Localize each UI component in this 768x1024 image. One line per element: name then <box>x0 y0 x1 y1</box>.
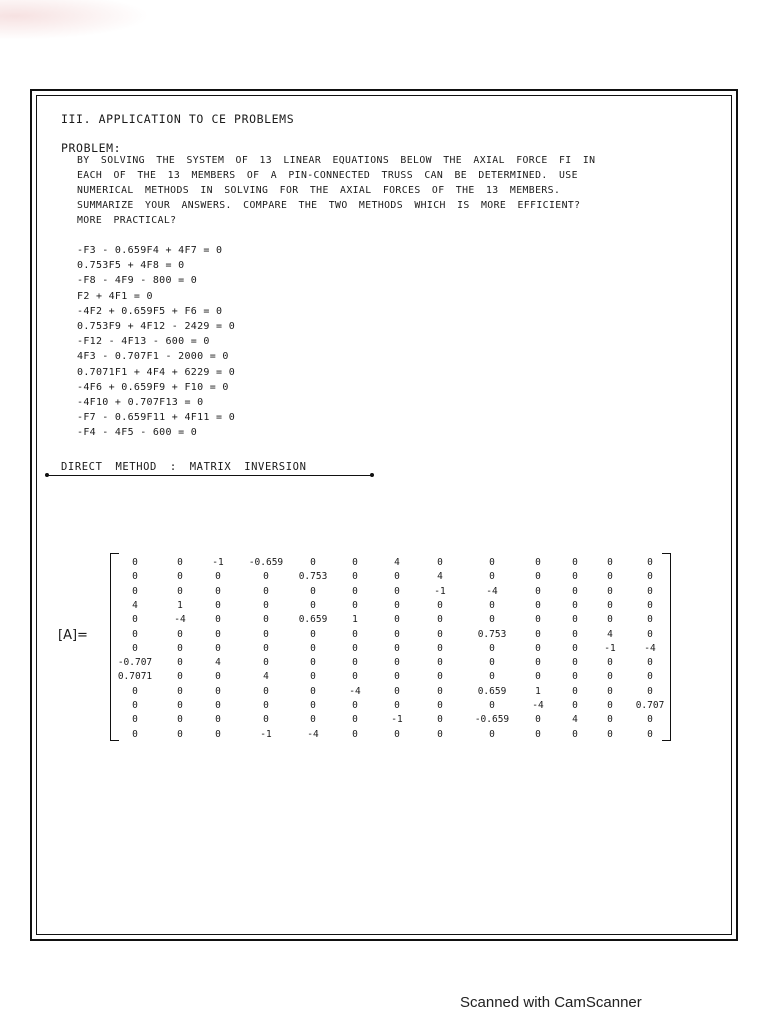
matrix-cell: 0 <box>132 557 138 568</box>
matrix-cell: 0 <box>263 700 269 711</box>
matrix-cell: 0 <box>215 700 221 711</box>
matrix-cell: 0 <box>489 557 495 568</box>
matrix-cell: 0 <box>647 599 653 611</box>
matrix-cell: 0 <box>489 657 495 669</box>
matrix-cell: 0 <box>572 685 578 697</box>
matrix-cell: 0 <box>489 700 495 711</box>
matrix-cell: 0 <box>215 628 221 640</box>
matrix-cell: 4 <box>215 657 221 669</box>
matrix-cell: 0 <box>437 614 443 626</box>
matrix-cell: 0 <box>607 700 613 711</box>
matrix-cell: 0 <box>215 714 221 726</box>
equation: -4F10 + 0.707F13 = 0 <box>77 396 204 408</box>
equation: -F4 - 4F5 - 600 = 0 <box>77 427 198 439</box>
problem-label: PROBLEM: <box>61 141 122 155</box>
matrix-cell: 0 <box>310 657 316 669</box>
equation: -F3 - 0.659F4 + 4F7 = 0 <box>77 245 223 256</box>
matrix-cell: -4 <box>307 728 319 740</box>
matrix-cell: 0 <box>132 614 138 626</box>
matrix-cell: 0 <box>177 657 183 669</box>
matrix-cell: 0 <box>437 728 443 740</box>
problem-line: MORE PRACTICAL? <box>77 215 177 226</box>
matrix-cell: 0 <box>535 571 541 583</box>
matrix-cell: 0 <box>310 628 316 640</box>
matrix-cell: 0 <box>177 685 183 697</box>
matrix-cell: 0 <box>394 671 400 683</box>
matrix-cell: 4 <box>572 714 578 726</box>
matrix-cell: 0 <box>572 614 578 626</box>
matrix-cell: 0 <box>437 557 443 568</box>
problem-line: EACH OF THE 13 MEMBERS OF A PIN-CONNECTED TRUSS CAN BE DETERMINED. USE <box>77 170 578 181</box>
matrix-cell: 0 <box>263 714 269 726</box>
matrix-cell: 0 <box>607 728 613 740</box>
matrix-cell: 0 <box>177 700 183 711</box>
matrix-cell: 0 <box>647 714 653 726</box>
matrix-cell: 0 <box>647 571 653 583</box>
matrix-cell: 0 <box>437 628 443 640</box>
matrix-cell: 0 <box>607 657 613 669</box>
matrix-cell: 0 <box>437 700 443 711</box>
matrix-cell: 0 <box>607 685 613 697</box>
matrix-cell: 0 <box>607 614 613 626</box>
matrix-cell: 0 <box>535 599 541 611</box>
matrix-cell: 0 <box>310 642 316 654</box>
matrix-cell: -4 <box>174 614 186 626</box>
scanner-watermark: Scanned with CamScanner <box>460 994 642 1011</box>
matrix-cell: 0 <box>489 571 495 583</box>
matrix-cell: 0 <box>215 585 221 597</box>
matrix-cell: -1 <box>391 714 403 726</box>
matrix-cell: -4 <box>349 685 361 697</box>
matrix-cell: 0 <box>215 671 221 683</box>
matrix-cell: 0.707 <box>635 700 665 711</box>
matrix-cell: 0 <box>647 585 653 597</box>
equation: F2 + 4F1 = 0 <box>77 290 153 302</box>
matrix-cell: 0 <box>132 585 138 597</box>
matrix-cell: 0 <box>572 557 578 568</box>
matrix-cell: 0 <box>572 599 578 611</box>
matrix-cell: 0 <box>215 642 221 654</box>
matrix-label: [A]= <box>58 628 88 643</box>
matrix-cell: 0 <box>535 585 541 597</box>
matrix-cell: 0 <box>352 628 358 640</box>
matrix-cell: 4 <box>132 599 138 611</box>
matrix-cell: 0 <box>352 557 358 568</box>
matrix-cell: 0 <box>132 685 138 697</box>
matrix-cell: 0 <box>352 671 358 683</box>
matrix-cell: 0 <box>132 700 138 711</box>
matrix-cell: 0 <box>352 714 358 726</box>
matrix-cell: 0 <box>263 614 269 626</box>
matrix-cell: 0 <box>535 714 541 726</box>
matrix-cell: 0 <box>647 685 653 697</box>
matrix-cell: 0 <box>215 599 221 611</box>
matrix-cell: 0 <box>647 657 653 669</box>
method-title: DIRECT METHOD : MATRIX INVERSION <box>61 461 307 473</box>
matrix-cell: 0 <box>352 642 358 654</box>
matrix-cell: 0.659 <box>477 685 507 697</box>
matrix-cell: 0 <box>263 657 269 669</box>
equation: 0.7071F1 + 4F4 + 6229 = 0 <box>77 366 236 378</box>
matrix-cell: 0 <box>394 585 400 597</box>
matrix-cell: 0 <box>177 642 183 654</box>
matrix-cell: 0 <box>394 685 400 697</box>
matrix-cell: 0 <box>607 571 613 583</box>
matrix-cell: 0 <box>607 585 613 597</box>
matrix-cell: 0 <box>437 642 443 654</box>
matrix-cell: 0 <box>535 628 541 640</box>
equation: -4F2 + 0.659F5 + F6 = 0 <box>77 305 223 317</box>
matrix-cell: 0 <box>310 700 316 711</box>
matrix-cell: 0 <box>263 685 269 697</box>
matrix-cell: 0 <box>437 685 443 697</box>
matrix-cell: -0.707 <box>117 657 153 669</box>
matrix-cell: 4 <box>607 628 613 640</box>
matrix-cell: 0 <box>489 599 495 611</box>
matrix-cell: -1 <box>212 557 224 568</box>
matrix-cell: 0 <box>177 628 183 640</box>
matrix-cell: 0 <box>352 728 358 740</box>
matrix-cell: 0 <box>132 714 138 726</box>
matrix-cell: 0 <box>647 671 653 683</box>
matrix-cell: 0 <box>352 571 358 583</box>
matrix-cell: 0 <box>647 557 653 568</box>
matrix-cell: 0 <box>263 571 269 583</box>
matrix-cell: -1 <box>260 728 272 740</box>
matrix-cell: 0 <box>394 728 400 740</box>
matrix-cell: 0 <box>489 728 495 740</box>
matrix-cell: 0 <box>607 714 613 726</box>
matrix-cell: 0 <box>263 599 269 611</box>
matrix-cell: 0 <box>310 671 316 683</box>
matrix-cell: 0 <box>572 700 578 711</box>
matrix-cell: 0 <box>535 671 541 683</box>
matrix-cell: 1 <box>177 599 183 611</box>
matrix-cell: 0 <box>572 571 578 583</box>
matrix-cell: 0 <box>177 571 183 583</box>
matrix-cell: 0 <box>352 585 358 597</box>
matrix-cell: 0 <box>394 599 400 611</box>
matrix-cell: 0 <box>535 557 541 568</box>
matrix-cell: 0 <box>352 599 358 611</box>
matrix-cell: 0 <box>352 700 358 711</box>
matrix-cell: 0 <box>177 671 183 683</box>
problem-line: NUMERICAL METHODS IN SOLVING FOR THE AXIAL FORCES OF THE 13 MEMBERS. <box>77 185 561 196</box>
matrix-cell: 0 <box>215 685 221 697</box>
matrix-cell: 0 <box>647 614 653 626</box>
equation: -F12 - 4F13 - 600 = 0 <box>77 336 210 348</box>
matrix-cell: 0 <box>437 671 443 683</box>
matrix-cell: 0 <box>132 728 138 740</box>
matrix-cell: 0 <box>263 585 269 597</box>
equation: -F7 - 0.659F11 + 4F11 = 0 <box>77 412 236 424</box>
matrix-cell: 4 <box>394 557 400 568</box>
matrix-cell: -4 <box>532 700 544 711</box>
matrix-cell: 0 <box>572 628 578 640</box>
matrix-cell: 0 <box>394 657 400 669</box>
matrix-cell: 0 <box>437 714 443 726</box>
matrix-cell: 0 <box>572 671 578 683</box>
matrix-cell: 0 <box>489 671 495 683</box>
matrix-cell: 0 <box>489 642 495 654</box>
matrix-cell: 0.659 <box>298 614 328 626</box>
matrix-cell: 0 <box>572 728 578 740</box>
matrix-cell: 0 <box>572 585 578 597</box>
matrix-cell: 0 <box>394 614 400 626</box>
matrix-cell: 0 <box>215 728 221 740</box>
matrix-cell: 0 <box>352 657 358 669</box>
matrix-cell: -1 <box>604 642 616 654</box>
matrix-cell: 0 <box>310 557 316 568</box>
matrix-cell: 0 <box>263 628 269 640</box>
matrix-cell: 0 <box>177 557 183 568</box>
matrix-cell: 0 <box>437 657 443 669</box>
matrix-cell: 4 <box>437 571 443 583</box>
equation: 4F3 - 0.707F1 - 2000 = 0 <box>77 351 229 363</box>
equation: -F8 - 4F9 - 800 = 0 <box>77 275 198 287</box>
matrix-cell: 0 <box>132 571 138 583</box>
matrix-cell: 1 <box>535 685 541 697</box>
matrix-cell: 0 <box>647 628 653 640</box>
matrix-cell: -0.659 <box>248 557 284 568</box>
matrix-cell: 0 <box>607 671 613 683</box>
matrix-cell: 0 <box>310 585 316 597</box>
matrix-cell: 0.753 <box>298 571 328 583</box>
matrix-cell: 0 <box>572 642 578 654</box>
equation: -4F6 + 0.659F9 + F10 = 0 <box>77 381 229 393</box>
matrix-cell: 0 <box>489 614 495 626</box>
matrix-cell: 0 <box>437 599 443 611</box>
problem-line: SUMMARIZE YOUR ANSWERS. COMPARE THE TWO METHODS WHICH IS MORE EFFICIENT? <box>77 200 581 211</box>
matrix-cell: 0 <box>535 728 541 740</box>
section-title: III. APPLICATION TO CE PROBLEMS <box>61 112 295 126</box>
matrix-cell: -1 <box>434 585 446 597</box>
matrix-cell: -0.659 <box>474 714 510 726</box>
matrix-cell: 0 <box>535 614 541 626</box>
equation: 0.753F9 + 4F12 - 2429 = 0 <box>77 320 236 332</box>
matrix-cell: 0 <box>310 685 316 697</box>
matrix-cell: 0 <box>394 571 400 583</box>
matrix-cell: 0 <box>132 628 138 640</box>
matrix-cell: 0 <box>394 628 400 640</box>
matrix-cell: -4 <box>486 585 498 597</box>
matrix-cell: 0 <box>215 614 221 626</box>
matrix-cell: 0 <box>177 728 183 740</box>
matrix-cell: 0 <box>394 700 400 711</box>
matrix-cell: 0 <box>177 714 183 726</box>
matrix-cell: 0 <box>607 599 613 611</box>
matrix-cell: 0 <box>132 642 138 654</box>
matrix-cell: 1 <box>352 614 358 626</box>
matrix-cell: 0 <box>177 585 183 597</box>
problem-line: BY SOLVING THE SYSTEM OF 13 LINEAR EQUATIONS BELOW THE AXIAL FORCE FI IN <box>77 155 596 166</box>
matrix-cell: 0 <box>535 642 541 654</box>
matrix-cell: 0 <box>607 557 613 568</box>
matrix-cell: 0 <box>647 728 653 740</box>
matrix-cell: -4 <box>644 642 656 654</box>
matrix-cell: 0.7071 <box>117 671 153 683</box>
matrix-cell: 0 <box>572 657 578 669</box>
matrix-cell: 0 <box>535 657 541 669</box>
equation: 0.753F5 + 4F8 = 0 <box>77 260 185 272</box>
matrix-cell: 0 <box>310 599 316 611</box>
matrix-cell: 0 <box>263 642 269 654</box>
matrix-cell: 4 <box>263 671 269 683</box>
matrix-cell: 0 <box>215 571 221 583</box>
matrix-cell: 0.753 <box>477 628 507 640</box>
matrix-cell: 0 <box>394 642 400 654</box>
matrix-cell: 0 <box>310 714 316 726</box>
